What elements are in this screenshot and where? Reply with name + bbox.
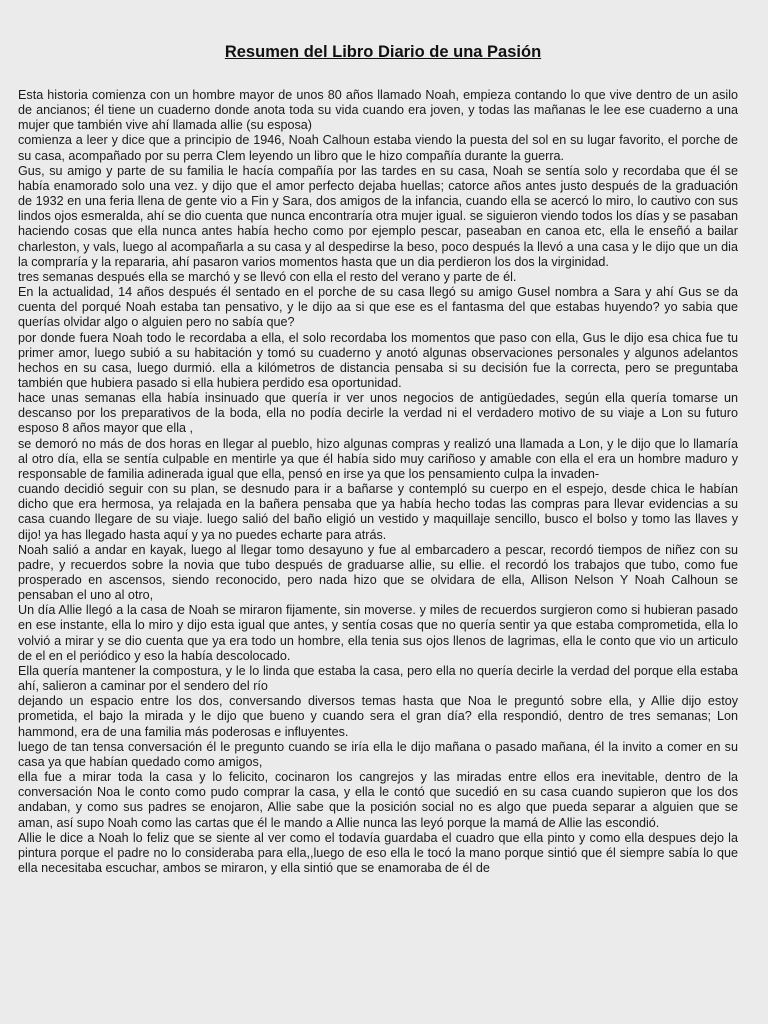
paragraph: ella fue a mirar toda la casa y lo felicito, cocinaron los cangrejos y las miradas entre ellos era inevitable, dentro de la conversación Noa le conto como pudo comprar la casa, y ella le contó que sucedió en su casa cuando supieron que los dos andaban, y como sus padres se enojaron, Allie sabe que la posición social no es algo que pueda separar a alguien que se aman, así supo Noah como las cartas que él le mando a Allie nunca las leyó porque la mamá de Allie las escondió.	[18, 770, 738, 830]
paragraph: Allie le dice a Noah lo feliz que se siente al ver como el todavía guardaba el cuadro que ella pinto y como ella despues dejo la pintura porque el padre no lo consideraba para ella,,luego de eso ella le tocó la mano porque sintió que él siempre sabía lo que ella necesitaba escuchar, ambos se miraron, y ella sintió que se enamoraba de él de	[18, 830, 738, 875]
paragraph: luego de tan tensa conversación él le pregunto cuando se iría ella le dijo mañana o pasado mañana, él la invito a comer en su casa ya que habían quedado como amigos,	[18, 739, 738, 769]
paragraph: Esta historia comienza con un hombre mayor de unos 80 años llamado Noah, empieza contando lo que vive dentro de un asilo de ancianos; él tiene un cuaderno donde anota toda su vida cuando era joven, y todas las mañanas le lee ese cuaderno a una mujer que también vive ahí llamada allie (su esposa)	[18, 88, 738, 133]
paragraph: Gus, su amigo y parte de su familia le hacía compañía por las tardes en su casa, Noah se sentía solo y recordaba que él se había enamorado solo una vez. y dijo que el amor perfecto dejaba huellas; catorce años antes justo después de la graduación de 1932 en una feria llena de gente vio a Fin y Sara, dos amigos de la infancia, cuando ella se acercó lo miro, lo cautivo con sus lindos ojos esmeralda, ahí se dio cuenta que nunca encontraría otra mujer igual. se siguieron viendo todos los días y se pasaban haciendo cosas que ella nunca antes había hecho como por ejemplo pescar, paseaban en canoa etc, ella le enseñó a bailar charleston, y vals, luego al acompañarla a su casa y al despedirse la beso, poco después la llevó a una casa y le dijo que un dia la compraría y la repararia, ahí pasaron varios momentos hasta que un dia perdieron los dos la virginidad.	[18, 163, 738, 269]
paragraph: Ella quería mantener la compostura, y le lo linda que estaba la casa, pero ella no quería decirle la verdad del porque ella estaba ahí, salieron a caminar por el sendero del río	[18, 663, 738, 694]
paragraph: dejando un espacio entre los dos, conversando diversos temas hasta que Noa le preguntó sobre ella, y Allie dijo estoy prometida, el bajo la mirada y le dijo que bueno y cuando sera el gran día? ella respondió, dentro de tres semanas; Lon hammond, era de una familia más poderosas e influyentes.	[18, 694, 738, 739]
paragraph: hace unas semanas ella había insinuado que quería ir ver unos negocios de antigüedades, según ella quería tomarse un descanso por los preparativos de la boda, ella no podía decirle la verdad ni el verdadero motivo de su viaje a Lon su futuro esposo 8 años mayor que ella ,	[18, 391, 738, 436]
document-title: Resumen del Libro Diario de una Pasión	[224, 43, 542, 61]
paragraph: En la actualidad, 14 años después él sentado en el porche de su casa llegó su amigo Gusel nombra a Sara y ahí Gus se da cuenta del porqué Noah estaba tan pensativo, y le dijo aa si que ese es el fantasma del que estabas huyendo? yo sabia que querías olvidar algo o alguien pero no sabía que?	[18, 285, 738, 330]
paragraph: Noah salió a andar en kayak, luego al llegar tomo desayuno y fue al embarcadero a pescar, recordó tiempos de niñez con su padre, y recuerdos sobre la novia que tubo después de graduarse allie, su ellie. el recordó los trabajos que tubo, como fue prosperado en ascensos, siendo reconocido, pero nada hizo que se olvidara de ella, Allison Nelson Y Noah Calhoun se pensaban el uno al otro,	[18, 542, 738, 603]
paragraph: comienza a leer y dice que a principio de 1946, Noah Calhoun estaba viendo la puesta del sol en su lugar favorito, el porche de su casa, acompañado por su perra Clem leyendo un libro que le hizo compañía durante la guerra.	[18, 133, 738, 163]
paragraph: tres semanas después ella se marchó y se llevó con ella el resto del verano y parte de él.	[18, 269, 517, 284]
document-body	[18, 88, 738, 876]
paragraph: cuando decidió seguir con su plan, se desnudo para ir a bañarse y contempló su cuerpo en el espejo, desde chica le habían dicho que era hermosa, ya relajada en la bañera pensaba que ya había hecho todas las compras para llevar evidencias a su casa cuando llegare de su viaje. luego salió del baño eligió un vestido y maquillaje sencillo, busco el bolso y tomo las llaves y dijo! ya has llegado hasta aquí y ya no puedes echarte para atrás.	[18, 482, 738, 542]
paragraph: por donde fuera Noah todo le recordaba a ella, el solo recordaba los momentos que paso con ella, Gus le dijo esa chica fue tu primer amor, luego subió a su habitación y tomó su cuaderno y anotó algunas observaciones personales y algunos adelantos hechos en su casa, luego durmió. ella a kilómetros de distancia pensaba si su decisión fue la correcta, pero se preguntaba también que hubiera pasado si ella hubiera perdido esa oportunidad.	[18, 330, 738, 390]
paragraph: se demoró no más de dos horas en llegar al pueblo, hizo algunas compras y realizó una llamada a Lon, y le dijo que lo llamaría al otro día, ella se sentía culpable en mentirle ya que él había sido muy cariñoso y amable con ella el era un hombre maduro y responsable de familia adinerada igual que ella, pensó en irse ya que los pensamiento culpa la invaden-	[18, 436, 738, 481]
paragraph: Un día Allie llegó a la casa de Noah se miraron fijamente, sin moverse. y miles de recuerdos surgieron como si hubieran pasado en ese instante, ella lo miro y dijo esta igual que antes, y sentía cosas que no quería sentir ya que estaba comprometida, ella lo volvió a mirar y se dio cuenta que ya era todo un hombre, ella tenia sus ojos llenos de lagrimas, ella le conto que vio un articulo de el en el periódico y eso la había descolocado.	[18, 603, 738, 663]
